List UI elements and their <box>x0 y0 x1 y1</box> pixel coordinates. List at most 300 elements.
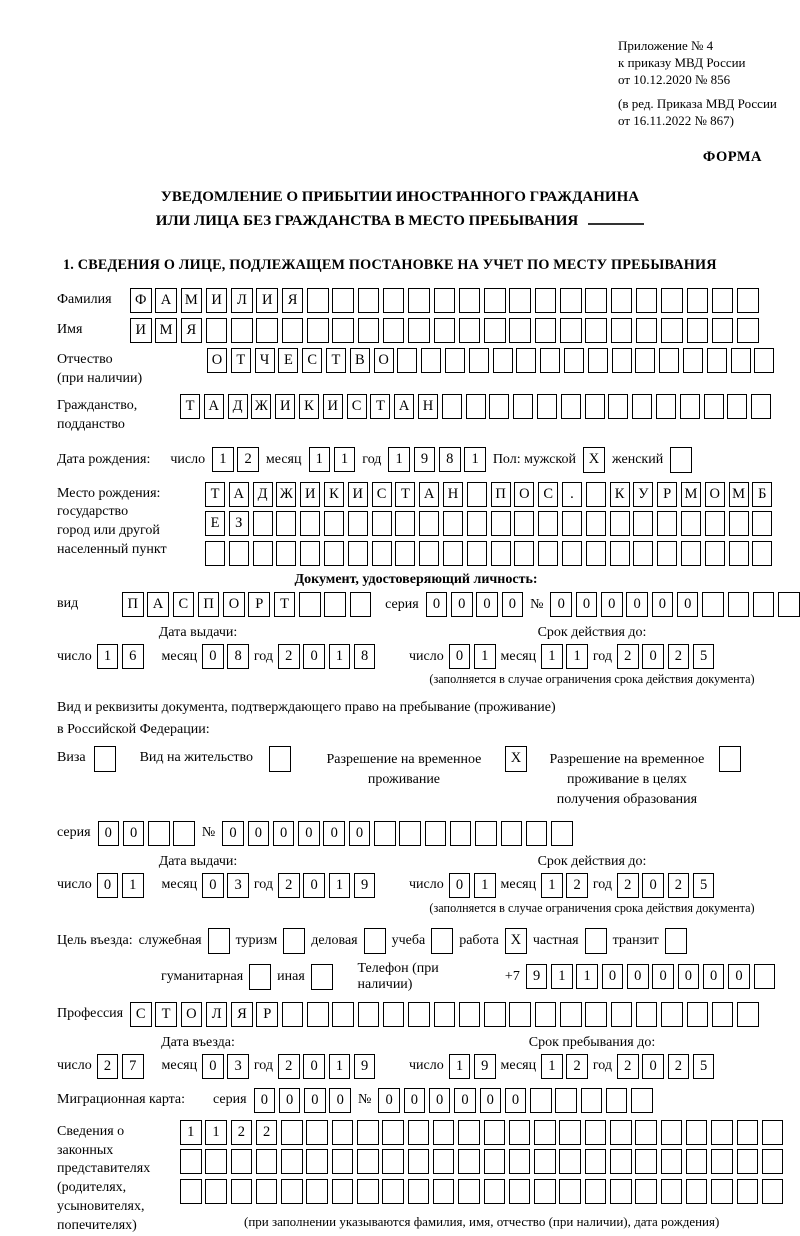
char-cell[interactable] <box>561 394 581 419</box>
char-cell[interactable] <box>559 1120 581 1145</box>
char-cell[interactable]: 1 <box>97 644 119 669</box>
char-cell[interactable] <box>610 1120 632 1145</box>
char-cell[interactable]: С <box>173 592 195 617</box>
char-cell[interactable] <box>778 592 800 617</box>
char-cell[interactable] <box>636 1002 658 1027</box>
char-cell[interactable] <box>712 1002 734 1027</box>
char-cell[interactable] <box>421 348 441 373</box>
char-cell[interactable] <box>489 394 509 419</box>
char-cell[interactable] <box>358 1002 380 1027</box>
purpose-business-checkbox[interactable] <box>364 928 386 954</box>
char-cell[interactable]: И <box>256 288 278 313</box>
char-cell[interactable]: 0 <box>677 592 699 617</box>
char-cell[interactable] <box>632 394 652 419</box>
char-cell[interactable]: Д <box>253 482 273 507</box>
char-cell[interactable] <box>332 1002 354 1027</box>
char-cell[interactable]: М <box>181 288 203 313</box>
char-cell[interactable]: 0 <box>248 821 270 846</box>
char-cell[interactable] <box>231 318 253 343</box>
char-cell[interactable]: 0 <box>202 644 224 669</box>
char-cell[interactable] <box>493 348 513 373</box>
char-cell[interactable] <box>612 348 632 373</box>
char-cell[interactable]: 0 <box>576 592 598 617</box>
char-cell[interactable] <box>562 541 582 566</box>
char-cell[interactable] <box>530 1088 552 1113</box>
char-cell[interactable] <box>635 1120 657 1145</box>
char-cell[interactable]: 1 <box>474 644 496 669</box>
char-cell[interactable]: Р <box>657 482 677 507</box>
char-cell[interactable]: 0 <box>404 1088 426 1113</box>
char-cell[interactable]: 1 <box>180 1120 202 1145</box>
char-cell[interactable] <box>383 318 405 343</box>
char-cell[interactable]: А <box>419 482 439 507</box>
char-cell[interactable]: 2 <box>617 644 639 669</box>
char-cell[interactable] <box>731 348 751 373</box>
char-cell[interactable]: Б <box>752 482 772 507</box>
char-cell[interactable]: 0 <box>429 1088 451 1113</box>
char-cell[interactable] <box>332 288 354 313</box>
char-cell[interactable] <box>705 541 725 566</box>
char-cell[interactable]: Т <box>395 482 415 507</box>
char-cell[interactable] <box>306 1149 328 1174</box>
char-cell[interactable] <box>560 318 582 343</box>
char-cell[interactable]: 0 <box>626 592 648 617</box>
char-cell[interactable] <box>606 1088 628 1113</box>
char-cell[interactable] <box>253 541 273 566</box>
char-cell[interactable] <box>635 348 655 373</box>
char-cell[interactable] <box>687 288 709 313</box>
char-cell[interactable]: А <box>147 592 169 617</box>
char-cell[interactable]: О <box>705 482 725 507</box>
char-cell[interactable]: 1 <box>576 964 598 989</box>
char-cell[interactable]: К <box>324 482 344 507</box>
char-cell[interactable]: Т <box>326 348 346 373</box>
visa-checkbox[interactable] <box>94 746 116 772</box>
char-cell[interactable] <box>707 348 727 373</box>
char-cell[interactable]: А <box>204 394 224 419</box>
char-cell[interactable] <box>585 288 607 313</box>
char-cell[interactable]: 2 <box>237 447 259 472</box>
char-cell[interactable] <box>588 348 608 373</box>
char-cell[interactable]: 0 <box>642 873 664 898</box>
char-cell[interactable] <box>357 1179 379 1204</box>
char-cell[interactable] <box>425 821 447 846</box>
char-cell[interactable] <box>399 821 421 846</box>
char-cell[interactable] <box>419 511 439 536</box>
char-cell[interactable] <box>535 1002 557 1027</box>
char-cell[interactable]: 9 <box>526 964 548 989</box>
char-cell[interactable]: 2 <box>668 1054 690 1079</box>
char-cell[interactable] <box>450 821 472 846</box>
char-cell[interactable] <box>559 1179 581 1204</box>
char-cell[interactable] <box>661 1179 683 1204</box>
char-cell[interactable]: О <box>514 482 534 507</box>
char-cell[interactable] <box>434 1002 456 1027</box>
char-cell[interactable]: 0 <box>349 821 371 846</box>
char-cell[interactable]: 0 <box>279 1088 301 1113</box>
char-cell[interactable] <box>752 511 772 536</box>
char-cell[interactable]: 0 <box>303 644 325 669</box>
char-cell[interactable]: Е <box>205 511 225 536</box>
char-cell[interactable]: 1 <box>329 873 351 898</box>
char-cell[interactable]: 2 <box>278 873 300 898</box>
char-cell[interactable] <box>538 511 558 536</box>
char-cell[interactable] <box>458 1179 480 1204</box>
char-cell[interactable]: К <box>610 482 630 507</box>
char-cell[interactable]: 0 <box>678 964 700 989</box>
char-cell[interactable] <box>509 1002 531 1027</box>
char-cell[interactable] <box>610 511 630 536</box>
char-cell[interactable]: И <box>206 288 228 313</box>
char-cell[interactable]: 0 <box>550 592 572 617</box>
char-cell[interactable] <box>445 348 465 373</box>
char-cell[interactable] <box>728 592 750 617</box>
char-cell[interactable] <box>585 1120 607 1145</box>
char-cell[interactable] <box>751 394 771 419</box>
char-cell[interactable]: О <box>207 348 227 373</box>
char-cell[interactable] <box>408 288 430 313</box>
char-cell[interactable]: 0 <box>303 873 325 898</box>
char-cell[interactable]: . <box>562 482 582 507</box>
char-cell[interactable] <box>459 1002 481 1027</box>
char-cell[interactable]: С <box>302 348 322 373</box>
char-cell[interactable] <box>559 1149 581 1174</box>
char-cell[interactable] <box>397 348 417 373</box>
char-cell[interactable] <box>180 1179 202 1204</box>
char-cell[interactable]: 6 <box>122 644 144 669</box>
char-cell[interactable]: 0 <box>298 821 320 846</box>
char-cell[interactable] <box>586 541 606 566</box>
char-cell[interactable] <box>300 511 320 536</box>
char-cell[interactable]: 8 <box>354 644 376 669</box>
char-cell[interactable] <box>560 288 582 313</box>
char-cell[interactable]: 1 <box>566 644 588 669</box>
char-cell[interactable] <box>586 511 606 536</box>
char-cell[interactable]: Д <box>228 394 248 419</box>
char-cell[interactable] <box>661 1149 683 1174</box>
char-cell[interactable]: 0 <box>728 964 750 989</box>
char-cell[interactable]: Я <box>181 318 203 343</box>
char-cell[interactable]: Т <box>274 592 296 617</box>
char-cell[interactable]: 0 <box>476 592 498 617</box>
char-cell[interactable]: 0 <box>703 964 725 989</box>
char-cell[interactable] <box>408 1120 430 1145</box>
char-cell[interactable]: Л <box>206 1002 228 1027</box>
char-cell[interactable] <box>281 1149 303 1174</box>
char-cell[interactable] <box>358 318 380 343</box>
char-cell[interactable] <box>586 482 606 507</box>
char-cell[interactable] <box>395 541 415 566</box>
char-cell[interactable] <box>434 288 456 313</box>
char-cell[interactable] <box>324 541 344 566</box>
char-cell[interactable] <box>459 318 481 343</box>
char-cell[interactable] <box>443 511 463 536</box>
char-cell[interactable] <box>585 1149 607 1174</box>
char-cell[interactable]: 0 <box>642 644 664 669</box>
char-cell[interactable] <box>729 541 749 566</box>
char-cell[interactable] <box>537 394 557 419</box>
char-cell[interactable]: 0 <box>454 1088 476 1113</box>
char-cell[interactable]: 2 <box>617 873 639 898</box>
char-cell[interactable] <box>659 348 679 373</box>
char-cell[interactable] <box>534 1149 556 1174</box>
char-cell[interactable] <box>661 1120 683 1145</box>
char-cell[interactable] <box>229 541 249 566</box>
char-cell[interactable] <box>348 541 368 566</box>
char-cell[interactable] <box>635 1149 657 1174</box>
char-cell[interactable] <box>324 511 344 536</box>
char-cell[interactable] <box>526 821 548 846</box>
char-cell[interactable]: 0 <box>202 1054 224 1079</box>
char-cell[interactable]: 7 <box>122 1054 144 1079</box>
char-cell[interactable]: 2 <box>256 1120 278 1145</box>
char-cell[interactable]: 1 <box>464 447 486 472</box>
char-cell[interactable] <box>513 394 533 419</box>
char-cell[interactable] <box>442 394 462 419</box>
char-cell[interactable] <box>467 482 487 507</box>
char-cell[interactable] <box>680 394 700 419</box>
char-cell[interactable] <box>737 318 759 343</box>
char-cell[interactable]: 1 <box>329 644 351 669</box>
char-cell[interactable]: 3 <box>227 1054 249 1079</box>
char-cell[interactable] <box>737 1179 759 1204</box>
char-cell[interactable] <box>205 1179 227 1204</box>
char-cell[interactable]: 0 <box>652 592 674 617</box>
char-cell[interactable] <box>408 1179 430 1204</box>
char-cell[interactable] <box>562 511 582 536</box>
purpose-tourism-checkbox[interactable] <box>283 928 305 954</box>
residence-permit-checkbox[interactable] <box>269 746 291 772</box>
char-cell[interactable] <box>636 318 658 343</box>
char-cell[interactable] <box>611 318 633 343</box>
char-cell[interactable]: 2 <box>278 644 300 669</box>
char-cell[interactable] <box>307 1002 329 1027</box>
char-cell[interactable] <box>657 511 677 536</box>
char-cell[interactable] <box>656 394 676 419</box>
char-cell[interactable] <box>661 288 683 313</box>
char-cell[interactable] <box>540 348 560 373</box>
char-cell[interactable] <box>535 288 557 313</box>
char-cell[interactable] <box>205 541 225 566</box>
char-cell[interactable]: И <box>323 394 343 419</box>
char-cell[interactable] <box>300 541 320 566</box>
char-cell[interactable] <box>332 1120 354 1145</box>
char-cell[interactable] <box>282 1002 304 1027</box>
char-cell[interactable]: Т <box>180 394 200 419</box>
char-cell[interactable] <box>358 288 380 313</box>
char-cell[interactable] <box>585 394 605 419</box>
char-cell[interactable]: Ч <box>255 348 275 373</box>
char-cell[interactable]: 2 <box>97 1054 119 1079</box>
char-cell[interactable]: 0 <box>652 964 674 989</box>
char-cell[interactable] <box>687 318 709 343</box>
char-cell[interactable]: И <box>275 394 295 419</box>
char-cell[interactable] <box>636 288 658 313</box>
char-cell[interactable]: 1 <box>334 447 356 472</box>
char-cell[interactable]: 2 <box>668 873 690 898</box>
char-cell[interactable] <box>357 1120 379 1145</box>
char-cell[interactable]: 0 <box>304 1088 326 1113</box>
char-cell[interactable] <box>382 1120 404 1145</box>
char-cell[interactable]: В <box>350 348 370 373</box>
char-cell[interactable]: 2 <box>566 1054 588 1079</box>
char-cell[interactable] <box>148 821 170 846</box>
char-cell[interactable] <box>282 318 304 343</box>
char-cell[interactable]: 1 <box>541 644 563 669</box>
char-cell[interactable]: 2 <box>231 1120 253 1145</box>
char-cell[interactable]: 0 <box>97 873 119 898</box>
char-cell[interactable] <box>484 1179 506 1204</box>
char-cell[interactable] <box>475 821 497 846</box>
char-cell[interactable] <box>762 1179 784 1204</box>
char-cell[interactable] <box>348 511 368 536</box>
char-cell[interactable] <box>608 394 628 419</box>
char-cell[interactable] <box>727 394 747 419</box>
char-cell[interactable]: 2 <box>566 873 588 898</box>
char-cell[interactable]: У <box>633 482 653 507</box>
char-cell[interactable] <box>702 592 724 617</box>
char-cell[interactable] <box>458 1120 480 1145</box>
char-cell[interactable] <box>509 1149 531 1174</box>
char-cell[interactable] <box>610 1179 632 1204</box>
char-cell[interactable] <box>753 592 775 617</box>
char-cell[interactable] <box>635 1179 657 1204</box>
char-cell[interactable] <box>383 1002 405 1027</box>
char-cell[interactable] <box>686 1120 708 1145</box>
char-cell[interactable] <box>534 1179 556 1204</box>
char-cell[interactable] <box>683 348 703 373</box>
char-cell[interactable]: 0 <box>222 821 244 846</box>
char-cell[interactable]: Л <box>231 288 253 313</box>
char-cell[interactable]: 0 <box>329 1088 351 1113</box>
char-cell[interactable] <box>467 541 487 566</box>
char-cell[interactable] <box>408 1002 430 1027</box>
char-cell[interactable] <box>633 541 653 566</box>
char-cell[interactable]: 1 <box>329 1054 351 1079</box>
char-cell[interactable]: С <box>538 482 558 507</box>
char-cell[interactable] <box>382 1149 404 1174</box>
char-cell[interactable]: 0 <box>601 592 623 617</box>
char-cell[interactable]: 0 <box>273 821 295 846</box>
char-cell[interactable] <box>173 821 195 846</box>
char-cell[interactable] <box>762 1120 784 1145</box>
char-cell[interactable] <box>395 511 415 536</box>
char-cell[interactable] <box>383 288 405 313</box>
char-cell[interactable] <box>299 592 321 617</box>
char-cell[interactable]: С <box>130 1002 152 1027</box>
char-cell[interactable] <box>466 394 486 419</box>
char-cell[interactable] <box>324 592 346 617</box>
char-cell[interactable]: 2 <box>278 1054 300 1079</box>
char-cell[interactable] <box>501 821 523 846</box>
char-cell[interactable]: 2 <box>617 1054 639 1079</box>
char-cell[interactable] <box>762 1149 784 1174</box>
char-cell[interactable]: Т <box>370 394 390 419</box>
char-cell[interactable]: И <box>130 318 152 343</box>
char-cell[interactable] <box>467 511 487 536</box>
char-cell[interactable] <box>459 288 481 313</box>
char-cell[interactable] <box>434 318 456 343</box>
char-cell[interactable] <box>610 1149 632 1174</box>
char-cell[interactable] <box>610 541 630 566</box>
char-cell[interactable] <box>509 318 531 343</box>
char-cell[interactable] <box>551 821 573 846</box>
char-cell[interactable] <box>681 511 701 536</box>
char-cell[interactable] <box>611 1002 633 1027</box>
char-cell[interactable]: 0 <box>254 1088 276 1113</box>
char-cell[interactable] <box>281 1120 303 1145</box>
char-cell[interactable]: 0 <box>202 873 224 898</box>
char-cell[interactable] <box>633 511 653 536</box>
char-cell[interactable] <box>382 1179 404 1204</box>
char-cell[interactable]: 1 <box>388 447 410 472</box>
char-cell[interactable] <box>585 1002 607 1027</box>
char-cell[interactable] <box>729 511 749 536</box>
char-cell[interactable]: 9 <box>474 1054 496 1079</box>
char-cell[interactable] <box>408 318 430 343</box>
char-cell[interactable]: 1 <box>309 447 331 472</box>
char-cell[interactable]: Р <box>256 1002 278 1027</box>
char-cell[interactable] <box>372 541 392 566</box>
char-cell[interactable] <box>350 592 372 617</box>
char-cell[interactable] <box>408 1149 430 1174</box>
char-cell[interactable]: 0 <box>451 592 473 617</box>
char-cell[interactable]: К <box>299 394 319 419</box>
char-cell[interactable]: О <box>223 592 245 617</box>
char-cell[interactable] <box>281 1179 303 1204</box>
char-cell[interactable] <box>509 288 531 313</box>
char-cell[interactable] <box>253 511 273 536</box>
char-cell[interactable]: 0 <box>602 964 624 989</box>
char-cell[interactable] <box>687 1002 709 1027</box>
char-cell[interactable] <box>535 318 557 343</box>
char-cell[interactable] <box>516 348 536 373</box>
char-cell[interactable] <box>534 1120 556 1145</box>
char-cell[interactable] <box>491 541 511 566</box>
char-cell[interactable]: 9 <box>354 873 376 898</box>
char-cell[interactable] <box>686 1149 708 1174</box>
char-cell[interactable]: 5 <box>693 644 715 669</box>
char-cell[interactable] <box>509 1179 531 1204</box>
char-cell[interactable] <box>205 1149 227 1174</box>
char-cell[interactable] <box>433 1120 455 1145</box>
char-cell[interactable] <box>357 1149 379 1174</box>
char-cell[interactable]: 5 <box>693 1054 715 1079</box>
char-cell[interactable] <box>737 1002 759 1027</box>
char-cell[interactable]: 1 <box>205 1120 227 1145</box>
temp-residence-edu-checkbox[interactable] <box>719 746 741 772</box>
char-cell[interactable] <box>307 318 329 343</box>
purpose-official-checkbox[interactable] <box>208 928 230 954</box>
char-cell[interactable]: 0 <box>449 873 471 898</box>
purpose-transit-checkbox[interactable] <box>665 928 687 954</box>
char-cell[interactable] <box>509 1120 531 1145</box>
char-cell[interactable] <box>538 541 558 566</box>
char-cell[interactable]: 1 <box>541 873 563 898</box>
char-cell[interactable]: 9 <box>414 447 436 472</box>
char-cell[interactable]: 0 <box>378 1088 400 1113</box>
char-cell[interactable]: Р <box>248 592 270 617</box>
char-cell[interactable] <box>206 318 228 343</box>
char-cell[interactable]: 0 <box>98 821 120 846</box>
char-cell[interactable]: 2 <box>668 644 690 669</box>
char-cell[interactable] <box>754 964 776 989</box>
char-cell[interactable]: О <box>181 1002 203 1027</box>
char-cell[interactable] <box>564 348 584 373</box>
char-cell[interactable]: 0 <box>480 1088 502 1113</box>
char-cell[interactable] <box>484 1002 506 1027</box>
char-cell[interactable] <box>256 1149 278 1174</box>
